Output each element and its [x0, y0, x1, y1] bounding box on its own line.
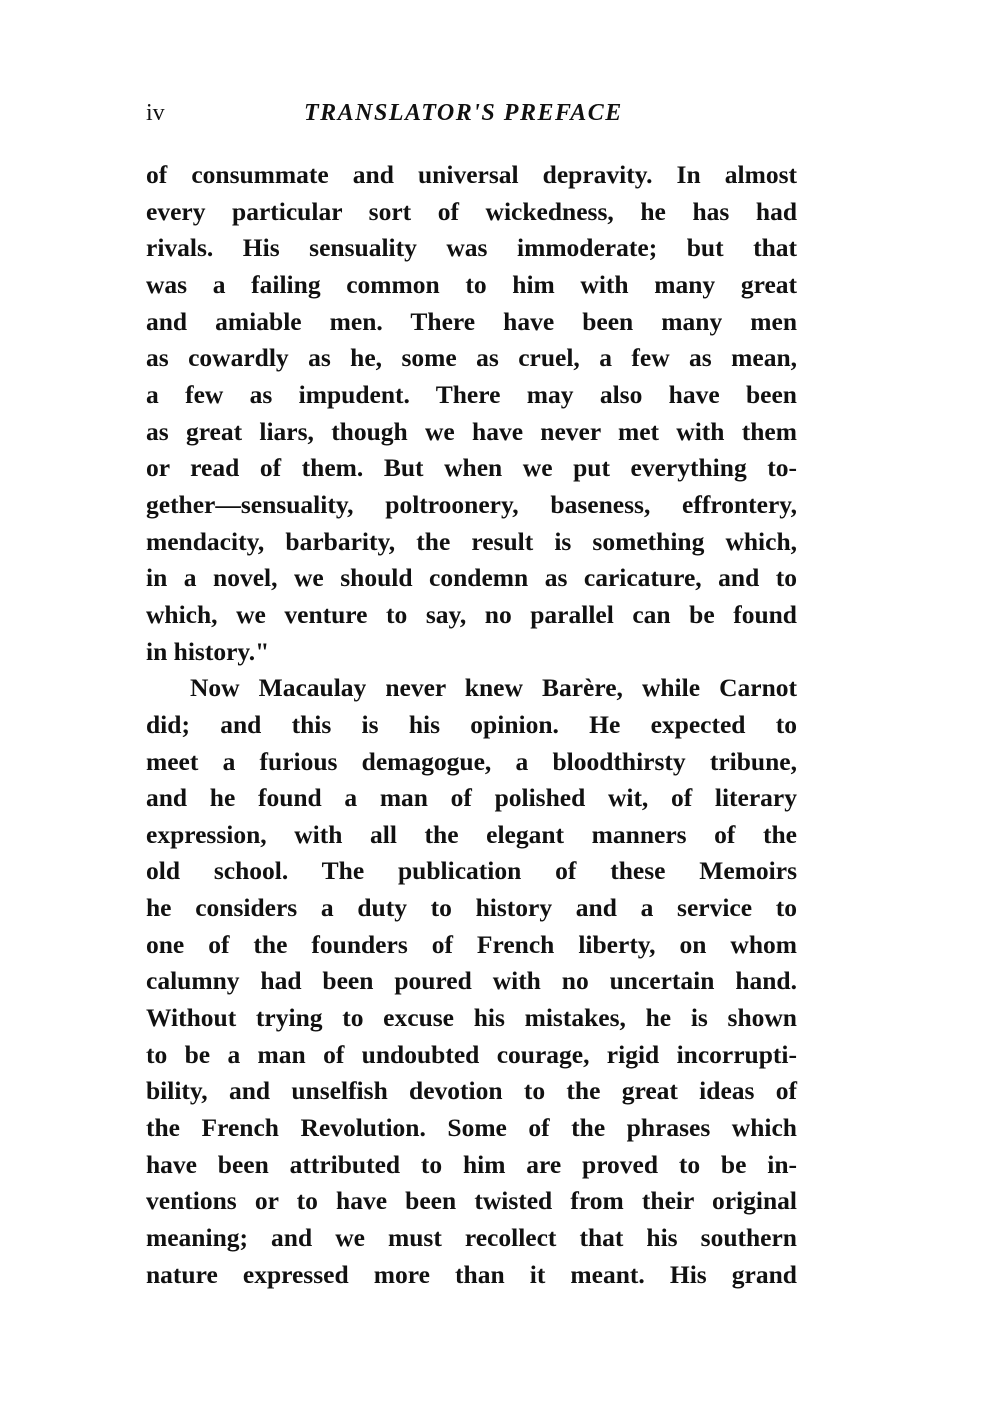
running-header — [146, 100, 797, 134]
running-title: TRANSLATOR'S PREFACE — [304, 100, 623, 126]
text-line: the French Revolution. Some of the phrases which — [146, 1113, 797, 1143]
text-line: calumny had been poured with no uncertain hand. — [146, 966, 797, 996]
text-line: Without trying to excuse his mistakes, he is shown — [146, 1003, 797, 1033]
text-line: which, we venture to say, no parallel can be found — [146, 599, 797, 629]
text-line: rivals. His sensuality was immoderate; but that — [146, 233, 797, 263]
text-line: and he found a man of polished wit, of literary — [146, 783, 797, 813]
text-line: of consummate and universal depravity. In almost — [146, 160, 797, 189]
text-line: or read of them. But when we put everything to- — [146, 453, 797, 483]
text-line: gether—sensuality, poltroonery, baseness, effrontery, — [146, 489, 797, 519]
text-line: he considers a duty to history and a service to — [146, 893, 797, 923]
text-line: in history." — [146, 636, 270, 666]
paragraph — [146, 157, 797, 670]
text-line: a few as impudent. There may also have been — [146, 379, 797, 409]
text-line: nature expressed more than it meant. His grand — [146, 1259, 797, 1289]
text-line: and amiable men. There have been many men — [146, 306, 797, 336]
text-line: as cowardly as he, some as cruel, a few as mean, — [146, 343, 797, 373]
text-line: meaning; and we must recollect that his southern — [146, 1223, 797, 1253]
page-number: iv — [146, 100, 165, 126]
paragraph — [146, 670, 797, 1293]
text-line: old school. The publication of these Memoirs — [146, 856, 797, 886]
text-line: mendacity, barbarity, the result is something which, — [146, 526, 797, 556]
text-line: bility, and unselfish devotion to the great ideas of — [146, 1076, 797, 1106]
text-line: Now Macaulay never knew Barère, while Carnot — [190, 673, 797, 703]
page-body-text — [146, 157, 797, 1293]
text-line: meet a furious demagogue, a bloodthirsty tribune, — [146, 746, 797, 776]
text-line: every particular sort of wickedness, he has had — [146, 196, 797, 226]
text-line: one of the founders of French liberty, on whom — [146, 929, 797, 959]
text-line: in a novel, we should condemn as caricature, and to — [146, 563, 797, 593]
text-line: as great liars, though we have never met with them — [146, 416, 797, 446]
text-line: did; and this is his opinion. He expected to — [146, 709, 797, 739]
text-line: ventions or to have been twisted from their original — [146, 1186, 797, 1216]
text-line: have been attributed to him are proved to be in- — [146, 1149, 797, 1179]
text-line: expression, with all the elegant manners of the — [146, 819, 797, 849]
text-line: to be a man of undoubted courage, rigid incorrupti- — [146, 1039, 797, 1069]
text-line: was a failing common to him with many great — [146, 269, 797, 299]
